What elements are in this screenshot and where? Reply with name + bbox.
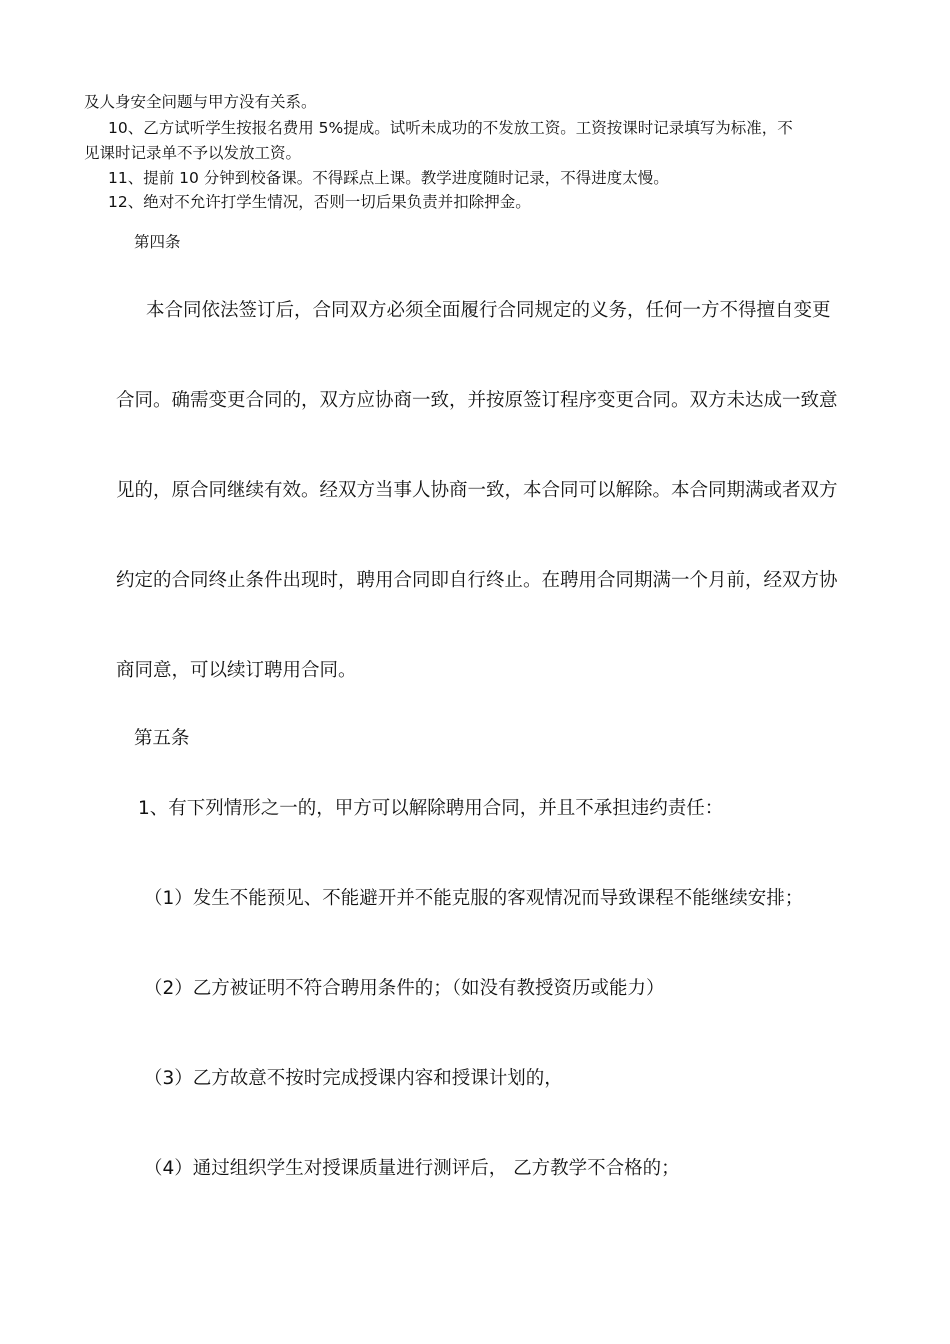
article-4-line-2: 合同。确需变更合同的，双方应协商一致，并按原签订程序变更合同。双方未达成一致意: [116, 390, 838, 411]
article-4-line-4: 约定的合同终止条件出现时，聘用合同即自行终止。在聘用合同期满一个月前，经双方协: [116, 570, 838, 591]
article-4-heading: 第四条: [134, 233, 181, 251]
clause-12: 12、绝对不允许打学生情况，否则一切后果负责并扣除押金。: [108, 193, 531, 211]
article-5-heading: 第五条: [134, 728, 190, 749]
article-5-item-2: （2）乙方被证明不符合聘用条件的；（如没有教授资历或能力）: [144, 978, 665, 999]
clause-continuation: 及人身安全问题与甲方没有关系。: [84, 93, 317, 111]
article-5-item-1: （1）发生不能预见、不能避开并不能克服的客观情况而导致课程不能继续安排；: [144, 888, 804, 909]
article-4-line-3: 见的，原合同继续有效。经双方当事人协商一致，本合同可以解除。本合同期满或者双方: [116, 480, 838, 501]
article-5-item-3: （3）乙方故意不按时完成授课内容和授课计划的，: [144, 1068, 563, 1089]
article-4-line-1: 本合同依法签订后，合同双方必须全面履行合同规定的义务，任何一方不得擅自变更: [146, 300, 831, 321]
article-5-item-4: （4）通过组织学生对授课质量进行测评后， 乙方教学不合格的；: [144, 1158, 680, 1179]
article-4-line-5: 商同意，可以续订聘用合同。: [116, 660, 357, 681]
clause-11: 11、提前 10 分钟到校备课。不得踩点上课。教学进度随时记录，不得进度太慢。: [108, 169, 669, 187]
clause-10-line-2: 见课时记录单不予以发放工资。: [84, 144, 302, 162]
article-5-intro: 1、有下列情形之一的，甲方可以解除聘用合同，并且不承担违约责任：: [138, 798, 724, 819]
clause-10-line-1: 10、乙方试听学生按报名费用 5%提成。试听未成功的不发放工资。工资按课时记录填写为标准，不: [108, 119, 793, 137]
